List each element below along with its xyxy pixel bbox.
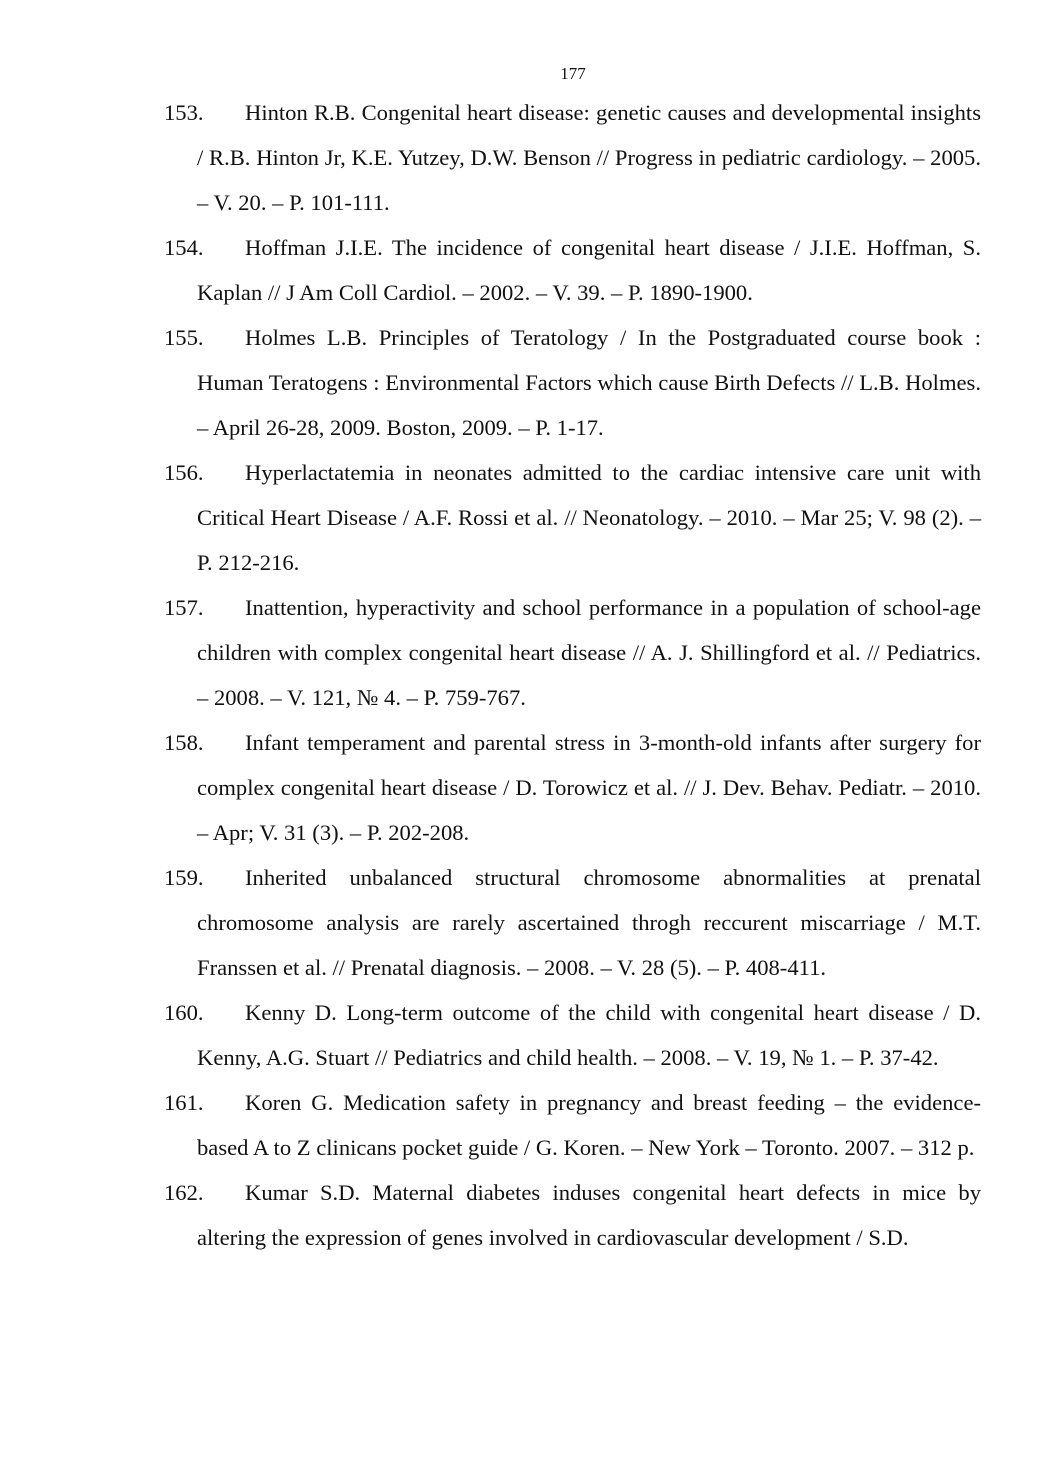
reference-number: 160. [164,1000,204,1025]
reference-item [164,315,981,450]
reference-number: 156. [164,460,204,485]
reference-text: Inattention, hyperactivity and school performance in a population of school-age children with complex congenital heart disease // A. J. Shillingford et al. // Pediatrics. – 2008. – V. 121, № 4. – P. 759-767. [197,595,981,710]
reference-number: 162. [164,1180,204,1205]
reference-text: Kumar S.D. Maternal diabetes induses congenital heart defects in mice by altering the expression of genes involved in cardiovascular development / S.D. [197,1180,981,1250]
reference-number: 153. [164,100,204,125]
reference-list [164,90,981,1260]
reference-text: Hyperlactatemia in neonates admitted to the cardiac intensive care unit with Critical Heart Disease / A.F. Rossi et al. // Neonatology. – 2010. – Mar 25; V. 98 (2). – P. 212-216. [197,460,981,575]
reference-text: Inherited unbalanced structural chromosome abnormalities at prenatal chromosome analysis are rarely ascertained throgh reccurent miscarriage / M.T. Franssen et al. // Prenatal diagnosis. – 2008. – V. 28 (5). – P. 408-411. [197,865,981,980]
reference-item [164,855,981,990]
reference-text: Koren G. Medication safety in pregnancy and breast feeding – the evidence-based A to Z clinicans pocket guide / G. Koren. – New York – Toronto. 2007. – 312 p. [197,1090,981,1160]
reference-number: 155. [164,325,204,350]
reference-item [164,585,981,720]
reference-text: Kenny D. Long-term outcome of the child with congenital heart disease / D. Kenny, A.G. Stuart // Pediatrics and child health. – 2008. – V. 19, № 1. – P. 37-42. [197,1000,981,1070]
page-number: 177 [560,64,586,83]
reference-number: 159. [164,865,204,890]
reference-text: Hinton R.B. Congenital heart disease: genetic causes and developmental insights / R.B. Hinton Jr, K.E. Yutzey, D.W. Benson // Progress in pediatric cardiology. – 2005. – V. 20. – P. 101-111. [197,100,981,215]
reference-text: Hoffman J.I.E. The incidence of congenital heart disease / J.I.E. Hoffman, S. Kaplan // J Am Coll Cardiol. – 2002. – V. 39. – P. 1890-1900. [197,235,981,305]
reference-item [164,90,981,225]
reference-item [164,1080,981,1170]
reference-item [164,1170,981,1260]
reference-item [164,225,981,315]
reference-number: 154. [164,235,204,260]
reference-number: 158. [164,730,204,755]
reference-number: 157. [164,595,204,620]
reference-item [164,720,981,855]
reference-number: 161. [164,1090,204,1115]
reference-item [164,450,981,585]
reference-text: Holmes L.B. Principles of Teratology / In the Postgraduated course book : Human Teratogens : Environmental Factors which cause Birth Defects // L.B. Holmes. – April 26-28, 2009. Boston, 2009. – P. 1-17. [197,325,981,440]
reference-item [164,990,981,1080]
reference-text: Infant temperament and parental stress in 3-month-old infants after surgery for complex congenital heart disease / D. Torowicz et al. // J. Dev. Behav. Pediatr. – 2010. – Apr; V. 31 (3). – P. 202-208. [197,730,981,845]
